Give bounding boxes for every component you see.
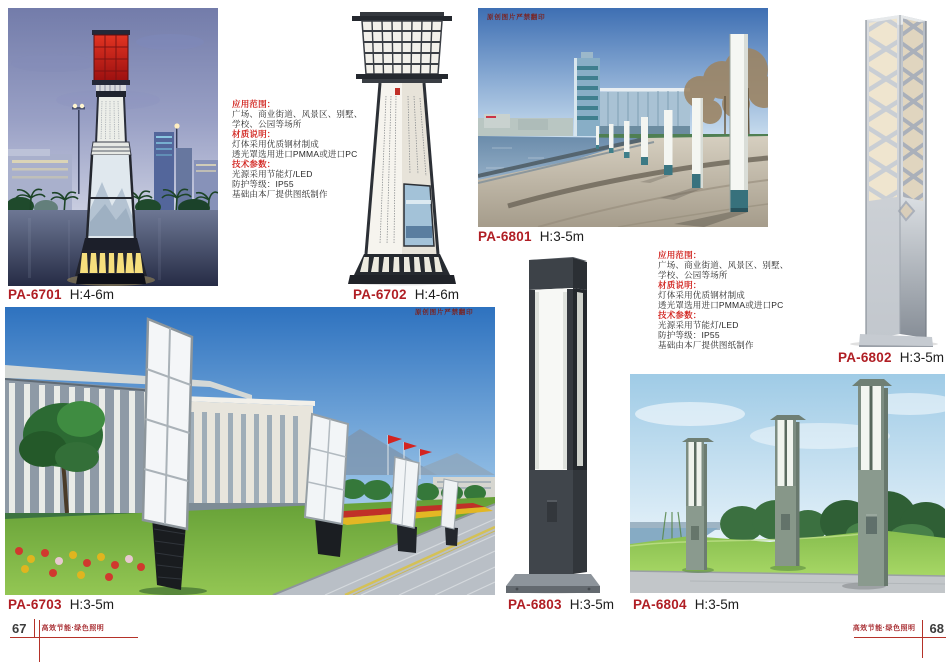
- spec-line: 透光罩选用进口PMMA或进口PC: [232, 149, 358, 159]
- spec-line: 基础由本厂提供图纸制作: [232, 189, 328, 199]
- render-pa-6802: [836, 4, 948, 347]
- spec-line: 学校、公园等场所: [232, 119, 302, 129]
- photo-pa-6801: [478, 8, 768, 227]
- product-height: H:4-6m: [414, 287, 459, 302]
- footer-rule-left: [39, 620, 40, 662]
- product-code: PA-6803: [508, 597, 562, 612]
- footer-right: [854, 619, 946, 638]
- label-pa-6801: [478, 229, 584, 244]
- watermark-notice-6703: 原创图片严禁翻印: [415, 309, 474, 316]
- product-code: PA-6703: [8, 597, 62, 612]
- footer-left: [10, 619, 138, 638]
- page-number-left: 67: [12, 620, 27, 636]
- label-pa-6701: [8, 287, 114, 302]
- product-height: H:4-6m: [69, 287, 114, 302]
- product-height: H:3-5m: [694, 597, 739, 612]
- spec-line: 基础由本厂提供图纸制作: [658, 340, 754, 350]
- page-number-right: 68: [929, 620, 944, 636]
- photo-pa-6703: [5, 307, 495, 595]
- label-pa-6804: [633, 597, 739, 612]
- spec-line: 光源采用节能灯/LED: [658, 320, 739, 330]
- footer-rule-right: [922, 620, 923, 658]
- watermark-notice-6801: 原创图片严禁翻印: [487, 14, 546, 21]
- photo-pa-6701: [8, 8, 218, 286]
- product-code: PA-6804: [633, 597, 687, 612]
- spec-tech-heading: 技术参数：: [658, 310, 702, 320]
- night-plaza-tower-illustration: [8, 8, 218, 286]
- spec-line: 广场、商业街道、风景区、别墅、: [658, 260, 789, 270]
- product-height: H:3-5m: [899, 350, 944, 365]
- product-code: PA-6701: [8, 287, 62, 302]
- spec-application-heading: 应用范围：: [232, 99, 276, 109]
- spec-line: 防护等级：IP55: [658, 330, 720, 340]
- label-pa-6802: [838, 350, 944, 365]
- product-height: H:3-5m: [569, 597, 614, 612]
- product-code: PA-6801: [478, 229, 532, 244]
- product-height: H:3-5m: [539, 229, 584, 244]
- label-pa-6803: [508, 597, 614, 612]
- spec-application-heading: 应用范围：: [658, 250, 702, 260]
- park-lamps-illustration: [630, 374, 945, 593]
- spec-line: 广场、商业街道、风景区、别墅、: [232, 109, 363, 119]
- waterfront-promenade-illustration: [478, 8, 768, 227]
- product-height: H:3-5m: [69, 597, 114, 612]
- spec-line: 透光罩选用进口PMMA或进口PC: [658, 300, 784, 310]
- square-bollard-render-illustration: [503, 252, 603, 594]
- footer-slogan-right: 高效节能·绿色照明: [852, 625, 916, 632]
- footer-slogan-left: 高效节能·绿色照明: [41, 625, 105, 632]
- spec-line: 光源采用节能灯/LED: [232, 169, 313, 179]
- spec-material-heading: 材质说明：: [232, 129, 276, 139]
- building-panel-lights-illustration: [5, 307, 495, 595]
- label-pa-6703: [8, 597, 114, 612]
- spec-line: 灯体采用优质钢材制成: [232, 139, 320, 149]
- spec-line: 灯体采用优质钢材制成: [658, 290, 746, 300]
- lattice-column-render-illustration: [836, 4, 948, 347]
- spec-material-heading: 材质说明：: [658, 280, 702, 290]
- photo-pa-6804: [630, 374, 945, 593]
- render-pa-6803: [503, 252, 603, 594]
- spec-block-right: [658, 250, 806, 350]
- product-code: PA-6702: [353, 287, 407, 302]
- obelisk-lamp-render-illustration: [338, 4, 466, 286]
- product-code: PA-6802: [838, 350, 892, 365]
- spec-line: 防护等级：IP55: [232, 179, 294, 189]
- spec-line: 学校、公园等场所: [658, 270, 728, 280]
- render-pa-6702: [338, 4, 466, 286]
- spec-tech-heading: 技术参数：: [232, 159, 276, 169]
- label-pa-6702: [353, 287, 459, 302]
- footer-divider-left: [34, 619, 35, 637]
